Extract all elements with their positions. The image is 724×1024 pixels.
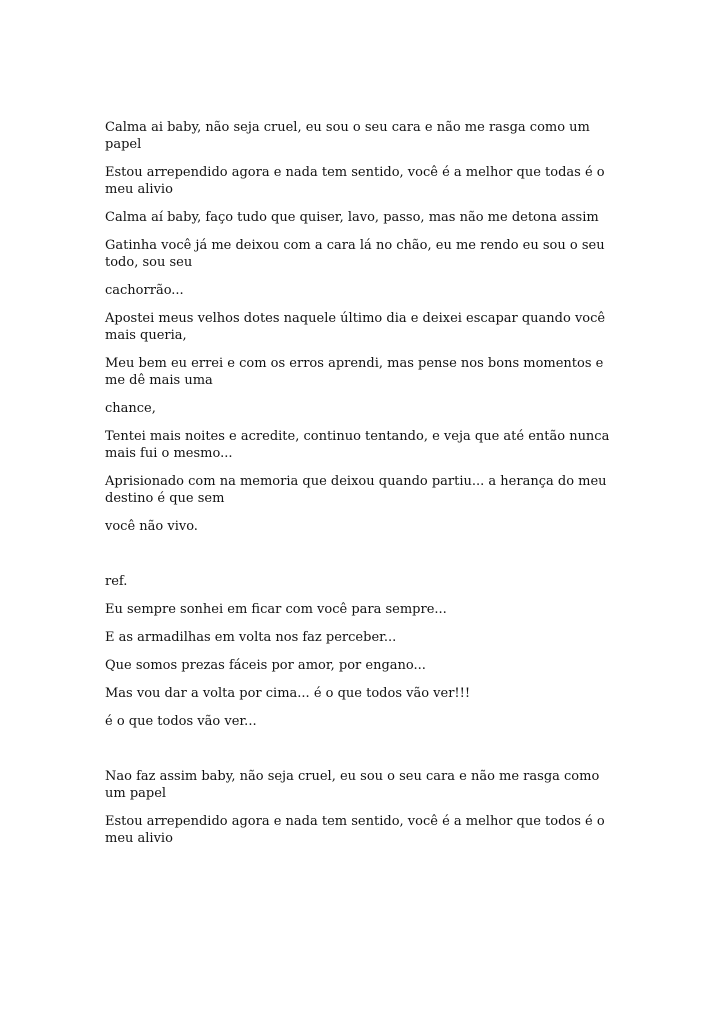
lyric-line: Aprisionado com na memoria que deixou quando partiu... a herança do meu destino é que sem: [105, 474, 607, 506]
verse-2: [105, 768, 620, 847]
lyric-line: Gatinha você já me deixou com a cara lá no chão, eu me rendo eu sou o seu todo, sou seu: [105, 238, 605, 270]
lyric-line: E as armadilhas em volta nos faz perceber...: [105, 630, 397, 645]
verse-1: [105, 119, 620, 535]
lyric-line: Que somos prezas fáceis por amor, por engano...: [105, 658, 426, 673]
chorus: [105, 573, 620, 730]
stanza-gap: [105, 741, 620, 768]
lyric-line: Calma aí baby, faço tudo que quiser, lavo, passo, mas não me detona assim: [105, 210, 599, 225]
lyric-line: é o que todos vão ver...: [105, 714, 257, 729]
stanza-gap: [105, 546, 620, 573]
lyric-line: cachorrão...: [105, 283, 184, 298]
document-page: [105, 119, 620, 858]
lyric-line: Nao faz assim baby, não seja cruel, eu sou o seu cara e não me rasga como um papel: [105, 769, 600, 801]
lyric-line: Mas vou dar a volta por cima... é o que todos vão ver!!!: [105, 686, 471, 701]
lyric-line: Calma ai baby, não seja cruel, eu sou o seu cara e não me rasga como um papel: [105, 120, 590, 152]
lyric-line: Meu bem eu errei e com os erros aprendi, mas pense nos bons momentos e me dê mais uma: [105, 356, 604, 388]
lyric-line: chance,: [105, 401, 156, 416]
lyric-line: você não vivo.: [105, 519, 198, 534]
chorus-label: ref.: [105, 574, 128, 589]
lyric-line: Estou arrependido agora e nada tem sentido, você é a melhor que todos é o meu alivio: [105, 814, 605, 846]
lyric-line: Estou arrependido agora e nada tem sentido, você é a melhor que todas é o meu alivio: [105, 165, 605, 197]
lyric-line: Eu sempre sonhei em ficar com você para sempre...: [105, 602, 447, 617]
lyric-line: Tentei mais noites e acredite, continuo tentando, e veja que até então nunca mais fui o mesmo...: [105, 429, 610, 461]
lyric-line: Apostei meus velhos dotes naquele último dia e deixei escapar quando você mais queria,: [105, 311, 606, 343]
